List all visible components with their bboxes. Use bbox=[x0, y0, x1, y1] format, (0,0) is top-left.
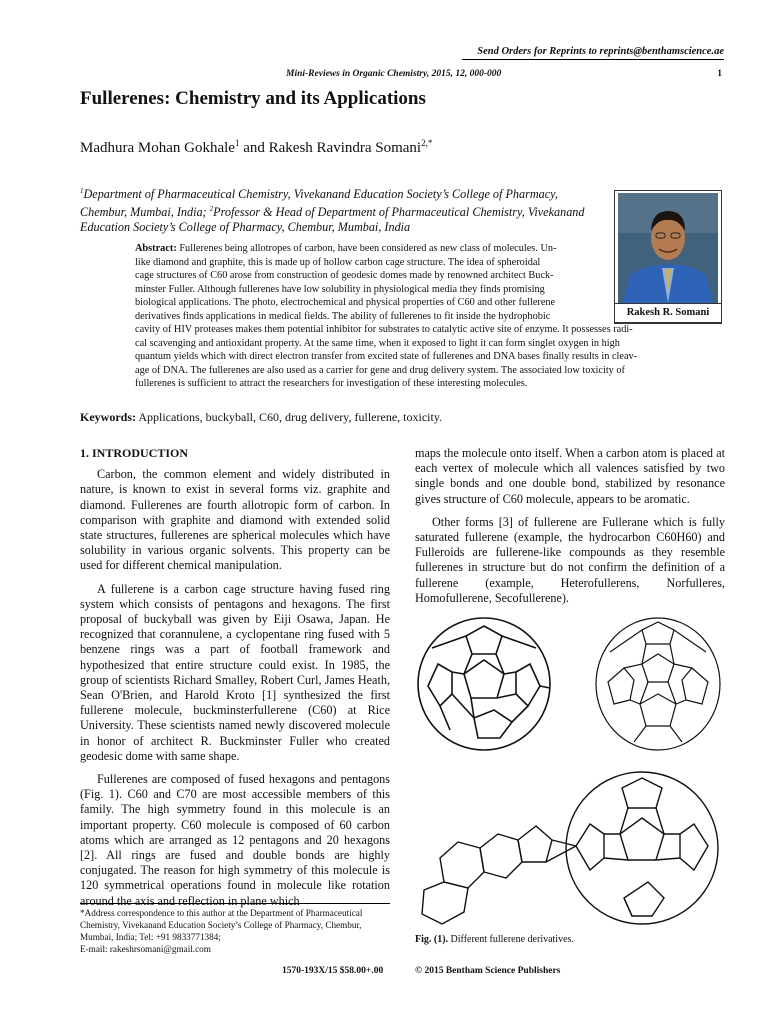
keywords-label: Keywords: bbox=[80, 410, 136, 424]
abstract-line: cal scavenging and antioxidant property. At the same time, when it exposed to light it can form singlet oxygen in high bbox=[135, 337, 620, 349]
abstract-line: cavity of HIV proteases makes them potential inhibitor for substrates to catalytic active site of enzyme. It possesses radi- bbox=[135, 324, 633, 335]
abstract-line: cage structures of C60 arose from construction of geodesic domes made by renowned architect Buck- bbox=[135, 270, 554, 281]
abstract-line: biological applications. The photo, electrochemical and physical properties of C60 and other fullerene bbox=[135, 297, 556, 308]
reprint-orders-notice: Send Orders for Reprints to reprints@benthamscience.ae bbox=[462, 46, 724, 60]
paragraph: Fullerenes are composed of fused hexagons and pentagons (Fig. 1). C60 and C70 are most accessible members of this family. The high symmetry found in this molecule is an important property. C60 molecule is composed of 60 carbon atoms which are arranged as 12 pentagons and 20 hexagons [2]. All rings are fused and double bonds are highly conjugated. The reason for high symmetry of this molecule is 120 symmetrical operations found in molecule like rotation around the axis and reflection in plane which bbox=[80, 772, 390, 908]
correspondence-footnote bbox=[80, 903, 390, 955]
paragraph: maps the molecule onto itself. When a carbon atom is placed at each vertex of molecule which all valences satisfied by two single bonds and one double bond, stabilized by resonance gives structure of C60 molecule, appears to be aromatic. bbox=[415, 446, 725, 506]
affiliations bbox=[80, 184, 600, 235]
footnote-email: E-mail: rakeshrsomani@gmail.com bbox=[80, 944, 211, 954]
issn-price: 1570-193X/15 $58.00+.00 bbox=[282, 966, 384, 976]
left-column bbox=[80, 446, 390, 917]
figure-caption-text: Different fullerene derivatives. bbox=[448, 934, 574, 945]
figure-label: Fig. (1). bbox=[415, 934, 449, 945]
keywords bbox=[80, 410, 442, 425]
fullerene-adduct bbox=[422, 772, 718, 924]
c70-molecule bbox=[596, 618, 720, 750]
affil-mark-2: 2 bbox=[209, 205, 214, 214]
page-number: 1 bbox=[717, 69, 722, 79]
abstract-line: minster Fuller. Although fullerenes have low solubility in physiological media they finds promising bbox=[135, 283, 545, 295]
abstract bbox=[135, 242, 718, 391]
author-1-affil-mark: 1 bbox=[234, 138, 240, 148]
abstract-line bbox=[135, 242, 718, 256]
figure-caption bbox=[415, 934, 574, 945]
author-list bbox=[80, 138, 432, 157]
paragraph: Carbon, the common element and widely distributed in nature, is known to exist in several forms viz. graphite and diamond. Fullerenes are fourth allotropic form of carbon. In comparison with graphite and diamond with extended solid state structures, fullerenes are spherical molecules which have solubility in various organic solvents. This property can be used for different chemical manipulation. bbox=[80, 467, 390, 573]
paper-title: Fullerenes: Chemistry and its Applications bbox=[80, 88, 426, 109]
author-2-affil-mark: 2,* bbox=[421, 138, 433, 148]
fullerene-figure bbox=[412, 612, 732, 930]
abstract-line: like diamond and graphite, this is made up of hollow carbon cage structure. The idea of spheroidal bbox=[135, 256, 541, 268]
keywords-text: Applications, buckyball, C60, drug delivery, fullerene, toxicity. bbox=[136, 410, 443, 424]
paragraph: A fullerene is a carbon cage structure having fused ring system which consists of pentagons and hexagons. The first proposal of buckyball was given by Eiji Osawa, Japan. He recognized that corannulene, a cyclopentane ring fused with 5 benzene rings was a part of football framework and hypothesized that entire structure could exist. In 1985, the group of scientists Richard Smalley, Robert Curl, James Heath, Sean O'Brien, and Harold Kroto [1] synthesized the first fullerene molecule, buckminsterfullerene (C60) at Rice University. These scientists named newly discovered molecule in honor of architect R. Buckminster Fuller who created geodesic dome with same shape. bbox=[80, 581, 390, 763]
footnote-address: *Address correspondence to this author at the Department of Pharmaceutical Chemistry, Vivekanand Education Society’s College of Pharmacy, Chembur, Mumbai, India; Tel: +91 9833771384; bbox=[80, 908, 363, 942]
right-column bbox=[415, 446, 725, 614]
affil-1: Department of Pharmaceutical Chemistry, Vivekanand Education Society’s College of Pharmacy, Chembur, Mumbai, India; bbox=[80, 187, 558, 220]
journal-citation: Mini-Reviews in Organic Chemistry, 2015, 12, 000-000 bbox=[286, 69, 502, 79]
abstract-text: Fullerenes being allotropes of carbon, have been considered as new class of molecules. Un- bbox=[179, 243, 557, 254]
copyright: © 2015 Bentham Science Publishers bbox=[415, 966, 561, 976]
author-photo-caption: Rakesh R. Somani bbox=[614, 303, 722, 323]
abstract-line: quantum yields which with direct electron transfer from excited state of fullerenes and DNA bases finally results in cleav- bbox=[135, 351, 638, 362]
author-2: and Rakesh Ravindra Somani bbox=[239, 140, 422, 156]
abstract-label: Abstract: bbox=[135, 243, 177, 254]
section-heading: 1. INTRODUCTION bbox=[80, 446, 189, 460]
abstract-line: derivatives finds applications in medical fields. The ability of fullerenes to fit inside the hydrophobic bbox=[135, 310, 551, 322]
paragraph: Other forms [3] of fullerene are Fullerane which is fully saturated fullerene (example, the hydrocarbon C60H60) and Fulleroids are fullerene-like compounds as they resemble fullerenes in structure but do not confirm the definition of a fullerene (example, Heterofullerens, Norfulleres, Homofullerene, Secofullerene). bbox=[415, 514, 725, 605]
abstract-line: age of DNA. The fullerenes are also used as a carrier for gene and drug delivery system. The associated low toxicity of bbox=[135, 364, 625, 376]
author-1: Madhura Mohan Gokhale bbox=[80, 140, 235, 156]
affil-2: Professor & Head of Department of Pharmaceutical Chemistry, Vivekanand Education Society’s College of Pharmacy, Chembur, Mumbai, India bbox=[80, 205, 585, 235]
affil-mark-1: 1 bbox=[80, 187, 84, 195]
c60-molecule bbox=[418, 618, 550, 750]
abstract-line: fullerenes is sufficient to attract the researchers for investigation of these interesting molecules. bbox=[135, 378, 528, 389]
